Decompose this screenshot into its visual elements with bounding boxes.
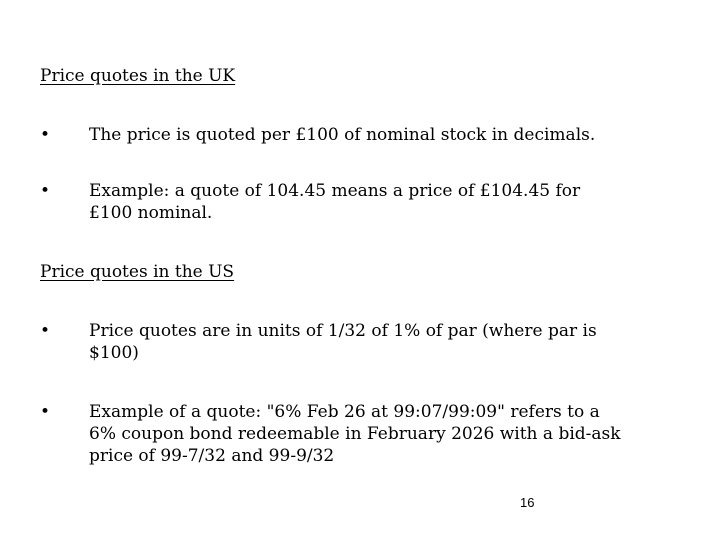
- bullet-item: [40, 320, 640, 364]
- bullet-icon: •: [40, 125, 51, 145]
- page-number: 16: [520, 495, 535, 510]
- bullet-icon: •: [40, 402, 51, 422]
- bullet-text: Price quotes are in units of 1/32 of 1% of par (where par is $100): [89, 321, 597, 363]
- bullet-item: [40, 124, 640, 146]
- bullet-item: [40, 401, 640, 467]
- bullet-item: [40, 180, 640, 224]
- bullet-icon: •: [40, 181, 51, 201]
- bullet-text: The price is quoted per £100 of nominal stock in decimals.: [89, 125, 596, 145]
- bullet-text: Example of a quote: "6% Feb 26 at 99:07/99:09" refers to a 6% coupon bond redeemable in February 2026 with a bid-ask price of 99-7/32 and 99-9/32: [89, 402, 621, 466]
- bullet-icon: •: [40, 321, 51, 341]
- section-heading-uk: Price quotes in the UK: [40, 66, 236, 86]
- section-heading-us: Price quotes in the US: [40, 262, 235, 282]
- bullet-text: Example: a quote of 104.45 means a price of £104.45 for £100 nominal.: [89, 181, 581, 223]
